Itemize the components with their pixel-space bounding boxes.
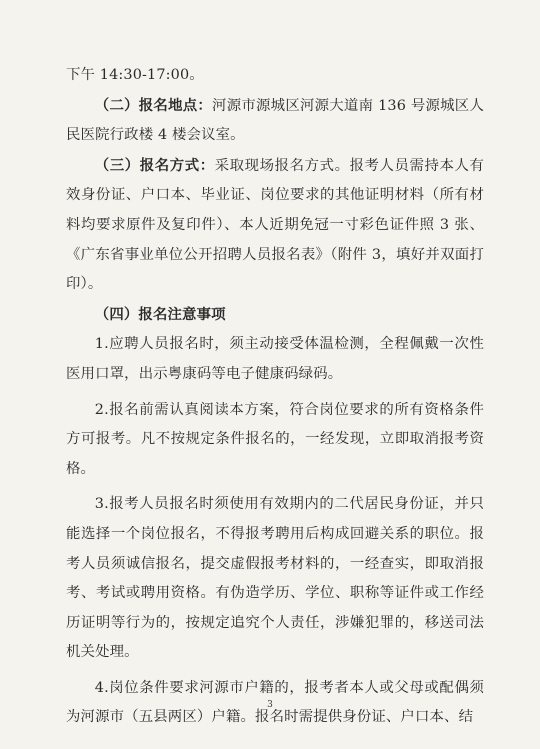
section-heading: （四）报名注意事项 <box>94 305 226 323</box>
list-item: 3.报考人员报名时须使用有效期内的二代居民身份证，并只能选择一个岗位报名，不得报考聘用后构成回避关系的职位。报考人员须诚信报名，提交虚假报考材料的，一经查实，即取消报考、考试或聘用资格。有伪造学历、学位、职称等证件或工作经历证明等行为的，按规定追究个人责任，涉嫌犯罪的，移送司法机关处理。 <box>66 496 484 661</box>
section-location <box>66 91 484 151</box>
section-heading: （二）报名地点： <box>94 96 213 114</box>
list-item: 4.岗位条件要求河源市户籍的，报考者本人或父母或配偶须为河源市（五县两区）户籍。报名时需提供身份证、户口本、结 <box>66 679 484 726</box>
list-item: 2.报名前需认真阅读本方案，符合岗位要求的所有资格条件方可报考。凡不按规定条件报名的，一经发现，立即取消报考资格。 <box>66 401 484 477</box>
text-line: 下午 14:30-17:00。 <box>66 67 204 83</box>
page-number: 3 <box>267 700 273 710</box>
section-method <box>66 151 484 300</box>
section-heading: （三）报名方式： <box>94 156 215 174</box>
page-content <box>66 61 484 733</box>
section-body: 采取现场报名方式。报考人员需持本人有效身份证、户口本、毕业证、岗位要求的其他证明材料（所有材料均要求原件及复印件）、本人近期免冠一寸彩色证件照 3 张、《广东省事业单位公开招聘人员报名表》（附件 3，填好并双面打印）。 <box>66 157 484 293</box>
section-notes <box>66 300 484 331</box>
section-body: 河源市源城区河源大道南 136 号源城区人民医院行政楼 4 楼会议室。 <box>66 97 484 144</box>
list-item: 1.应聘人员报名时，须主动接受体温检测，全程佩戴一次性医用口罩，出示粤康码等电子健康码绿码。 <box>66 336 484 382</box>
